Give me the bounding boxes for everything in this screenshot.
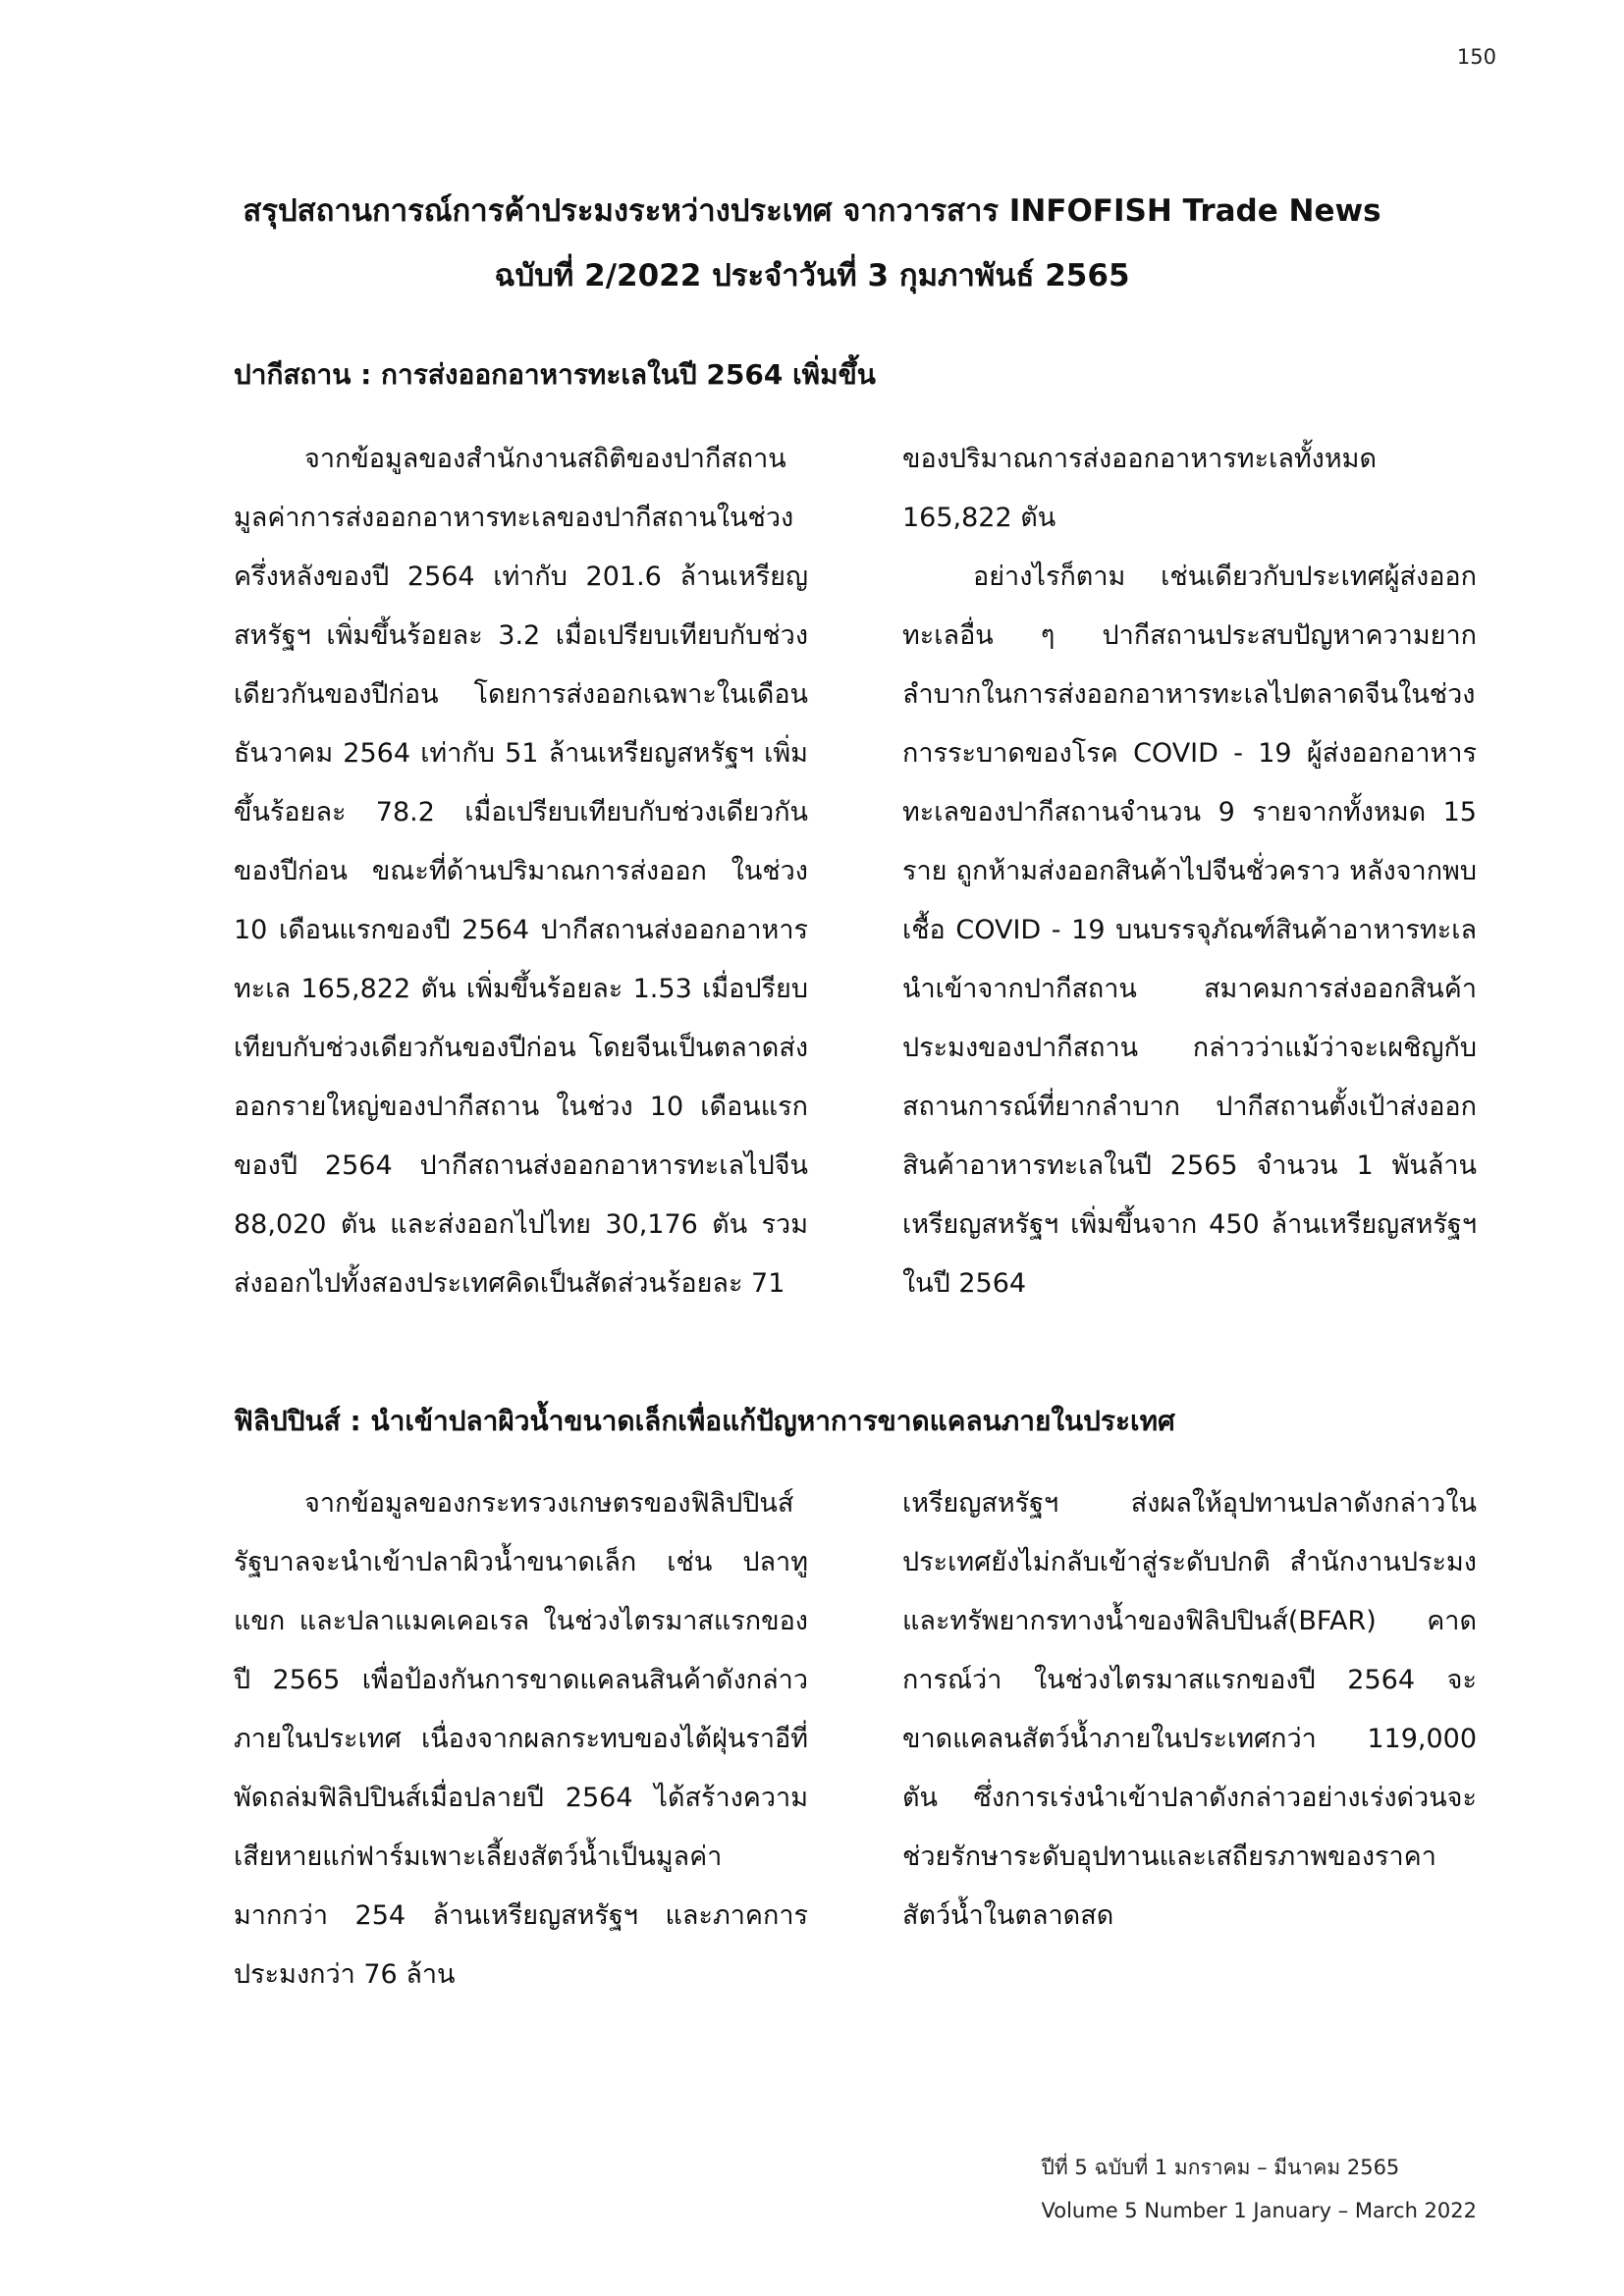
left-column [234, 430, 808, 1313]
right-column [902, 1474, 1477, 2004]
page-number: 150 [1456, 45, 1496, 69]
footer-issue-english: Volume 5 Number 1 January – March 2022 [1041, 2199, 1477, 2222]
paragraph: จากข้อมูลของกระทรวงเกษตรของฟิลิปปินส์ รัฐบาลจะนำเข้าปลาผิวน้ำขนาดเล็ก เช่น ปลาทูแขก และปลาแมคเคอเรล ในช่วงไตรมาสแรกของปี 2565 เพื่อป้องกันการขาดแคลนสินค้าดังกล่าวภายในประเทศ เนื่องจากผลกระทบของไต้ฝุ่นราอีที่พัดถล่มฟิลิปปินส์เมื่อปลายปี 2564 ได้สร้างความเสียหายแก่ฟาร์มเพาะเลี้ยงสัตว์น้ำเป็นมูลค่ามากกว่า 254 ล้านเหรียญสหรัฐฯ และภาคการประมงกว่า 76 ล้าน [234, 1488, 808, 1990]
paragraph: อย่างไรก็ตาม เช่นเดียวกับประเทศผู้ส่งออกทะเลอื่น ๆ ปากีสถานประสบปัญหาความยากลำบากในการส่งออกอาหารทะเลไปตลาดจีนในช่วงการระบาดของโรค COVID - 19 ผู้ส่งออกอาหารทะเลของปากีสถานจำนวน 9 รายจากทั้งหมด 15 ราย ถูกห้ามส่งออกสินค้าไปจีนชั่วคราว หลังจากพบเชื้อ COVID - 19 บนบรรจุภัณฑ์สินค้าอาหารทะเลนำเข้าจากปากีสถาน สมาคมการส่งออกสินค้าประมงของปากีสถาน กล่าวว่าแม้ว่าจะเผชิญกับสถานการณ์ที่ยากลำบาก ปากีสถานตั้งเป้าส่งออกสินค้าอาหารทะเลในปี 2565 จำนวน 1 พันล้านเหรียญสหรัฐฯ เพิ่มขึ้นจาก 450 ล้านเหรียญสหรัฐฯ ในปี 2564 [902, 561, 1477, 1299]
section-heading-philippines: ฟิลิปปินส์ : นำเข้าปลาผิวน้ำขนาดเล็กเพื่อแก้ปัญหาการขาดแคลนภายในประเทศ [234, 1405, 1175, 1437]
footer-issue-thai: ปีที่ 5 ฉบับที่ 1 มกราคม – มีนาคม 2565 [1041, 2156, 1400, 2179]
paragraph: ของปริมาณการส่งออกอาหารทะเลทั้งหมด 165,822 ตัน [902, 444, 1377, 533]
left-column [234, 1474, 808, 2004]
paragraph: เหรียญสหรัฐฯ ส่งผลให้อุปทานปลาดังกล่าวในประเทศยังไม่กลับเข้าสู่ระดับปกติ สำนักงานประมงและทรัพยากรทางน้ำของฟิลิปปินส์(BFAR) คาดการณ์ว่า ในช่วงไตรมาสแรกของปี 2564 จะขาดแคลนสัตว์น้ำภายในประเทศกว่า 119,000 ตัน ซึ่งการเร่งนำเข้าปลาดังกล่าวอย่างเร่งด่วนจะช่วยรักษาระดับอุปทานและเสถียรภาพของราคาสัตว์น้ำในตลาดสด [902, 1488, 1477, 1931]
document-title [196, 179, 1428, 308]
right-column [902, 430, 1477, 1313]
paragraph: จากข้อมูลของสำนักงานสถิติของปากีสถาน มูลค่าการส่งออกอาหารทะเลของปากีสถานในช่วงครึ่งหลังของปี 2564 เท่ากับ 201.6 ล้านเหรียญสหรัฐฯ เพิ่มขึ้นร้อยละ 3.2 เมื่อเปรียบเทียบกับช่วงเดียวกันของปีก่อน โดยการส่งออกเฉพาะในเดือนธันวาคม 2564 เท่ากับ 51 ล้านเหรียญสหรัฐฯ เพิ่มขึ้นร้อยละ 78.2 เมื่อเปรียบเทียบกับช่วงเดียวกันของปีก่อน ขณะที่ด้านปริมาณการส่งออก ในช่วง 10 เดือนแรกของปี 2564 ปากีสถานส่งออกอาหารทะเล 165,822 ตัน เพิ่มขึ้นร้อยละ 1.53 เมื่อปรียบเทียบกับช่วงเดียวกันของปีก่อน โดยจีนเป็นตลาดส่งออกรายใหญ่ของปากีสถาน ในช่วง 10 เดือนแรกของปี 2564 ปากีสถานส่งออกอาหารทะเลไปจีน 88,020 ตัน และส่งออกไปไทย 30,176 ตัน รวมส่งออกไปทั้งสองประเทศคิดเป็นสัดส่วนร้อยละ 71 [234, 444, 808, 1299]
title-line-2: ฉบับที่ 2/2022 ประจำวันที่ 3 กุมภาพันธ์ 2565 [494, 258, 1130, 294]
section-heading-pakistan: ปากีสถาน : การส่งออกอาหารทะเลในปี 2564 เพิ่มขึ้น [234, 358, 876, 391]
section-body-philippines [234, 1474, 1477, 2004]
section-body-pakistan [234, 430, 1477, 1313]
footer [1042, 2146, 1477, 2232]
title-line-1: สรุปสถานการณ์การค้าประมงระหว่างประเทศ จากวารสาร INFOFISH Trade News [243, 193, 1381, 229]
